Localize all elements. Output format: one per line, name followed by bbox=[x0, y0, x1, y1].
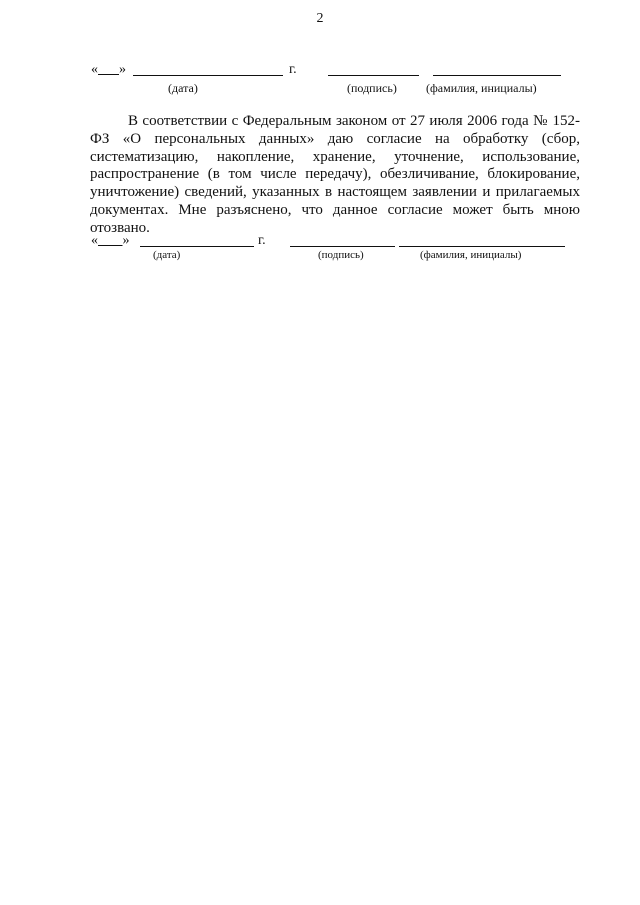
page-number: 2 bbox=[316, 11, 324, 26]
caption-name: (фамилия, инициалы) bbox=[420, 249, 522, 261]
date-day-field bbox=[91, 62, 126, 78]
caption-name: (фамилия, инициалы) bbox=[426, 81, 537, 95]
day-blank bbox=[98, 233, 123, 248]
open-quote: « bbox=[91, 62, 98, 77]
date-day-field bbox=[91, 233, 130, 249]
year-suffix: г. bbox=[258, 233, 266, 248]
date-month-line bbox=[133, 75, 283, 76]
caption-date: (дата) bbox=[153, 249, 181, 261]
consent-paragraph: В соответствии с Федеральным законом от 27 июля 2006 года № 152-ФЗ «О персональных данных» даю согласие на обработку (сбор, систематизацию, накопление, хранение, уточнение, использование, распространение (в том числе передачу), обезличивание, блокирование, уничтожение) сведений, указанных в настоящем заявлении и прилагаемых документах. Мне разъяснено, что данное согласие может быть мною отозвано. bbox=[90, 113, 580, 236]
year-suffix: г. bbox=[289, 62, 297, 77]
caption-signature: (подпись) bbox=[347, 81, 397, 95]
name-line bbox=[399, 246, 565, 247]
date-month-line bbox=[140, 246, 254, 247]
name-line bbox=[433, 75, 561, 76]
signature-line bbox=[290, 246, 395, 247]
close-quote: » bbox=[122, 233, 130, 248]
day-blank bbox=[98, 62, 119, 77]
open-quote: « bbox=[91, 233, 98, 248]
caption-signature: (подпись) bbox=[318, 249, 364, 261]
signature-line bbox=[328, 75, 419, 76]
close-quote: » bbox=[119, 62, 126, 77]
caption-date: (дата) bbox=[168, 81, 198, 95]
